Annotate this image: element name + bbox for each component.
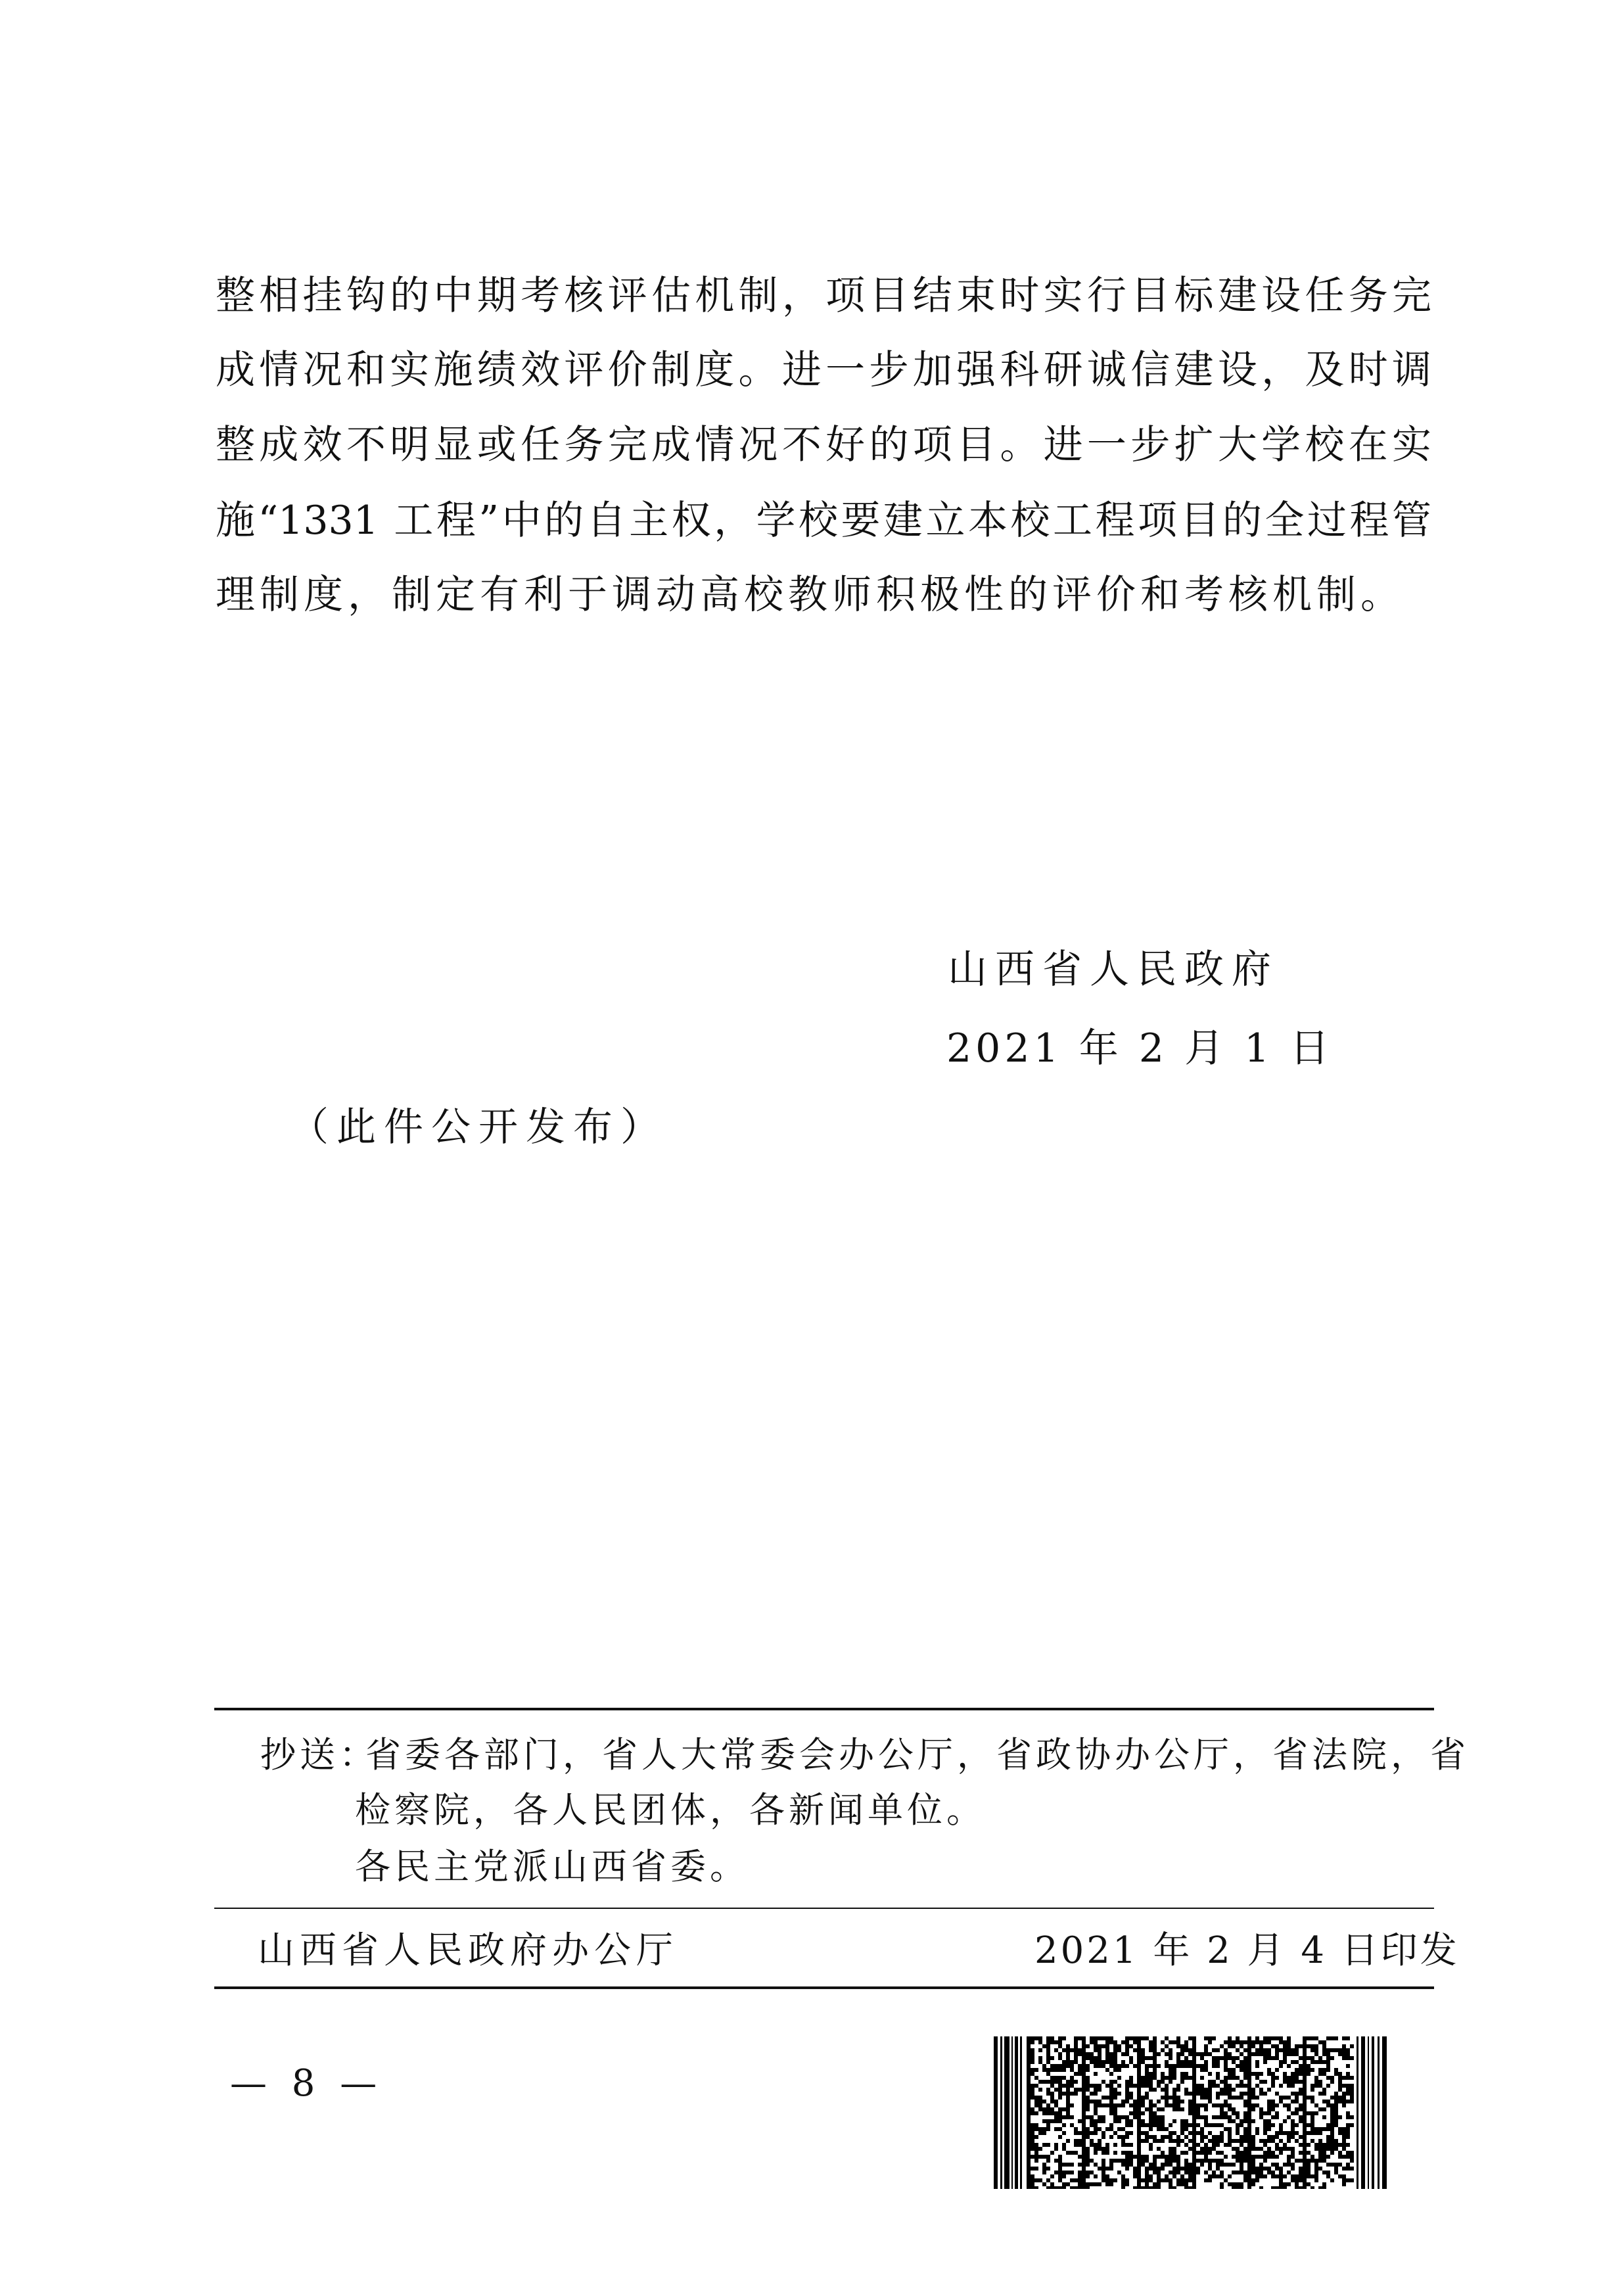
cc-label: 抄送：	[260, 1734, 379, 1775]
cc-line-2: 检察院，各人民团体，各新闻单位。	[355, 1789, 986, 1831]
footer-print-date: 2021 年 2 月 4 日印发	[1034, 1929, 1460, 1972]
footer-office: 山西省人民政府办公厅	[258, 1929, 678, 1972]
cc-bottom-rule	[214, 1908, 1434, 1909]
page-number: — 8 —	[230, 2062, 384, 2105]
signature-issuer: 山西省人民政府	[948, 947, 1279, 993]
publication-note: （此件公开发布）	[289, 1104, 668, 1150]
body-line-2: 成情况和实施绩效评价制度。进一步加强科研诚信建设，及时调	[216, 347, 1431, 393]
cc-top-rule	[214, 1708, 1434, 1710]
body-line-4: 施“1331 工程”中的自主权，学校要建立本校工程项目的全过程管	[216, 498, 1431, 544]
body-line-5: 理制度，制定有利于调动高校教师积极性的评价和考核机制。	[216, 572, 1404, 618]
cc-line-1: 省委各部门，省人大常委会办公厅，省政协办公厅，省法院，省	[365, 1734, 1470, 1775]
body-line-3: 整成效不明显或任务完成情况不好的项目。进一步扩大学校在实	[216, 422, 1431, 468]
signature-date: 2021 年 2 月 1 日	[946, 1025, 1334, 1071]
body-line-1: 整相挂钩的中期考核评估机制，项目结束时实行目标建设任务完	[216, 273, 1431, 319]
footer-bottom-rule	[214, 1986, 1434, 1989]
barcode-image	[994, 2036, 1387, 2189]
cc-line-3: 各民主党派山西省委。	[355, 1846, 749, 1887]
